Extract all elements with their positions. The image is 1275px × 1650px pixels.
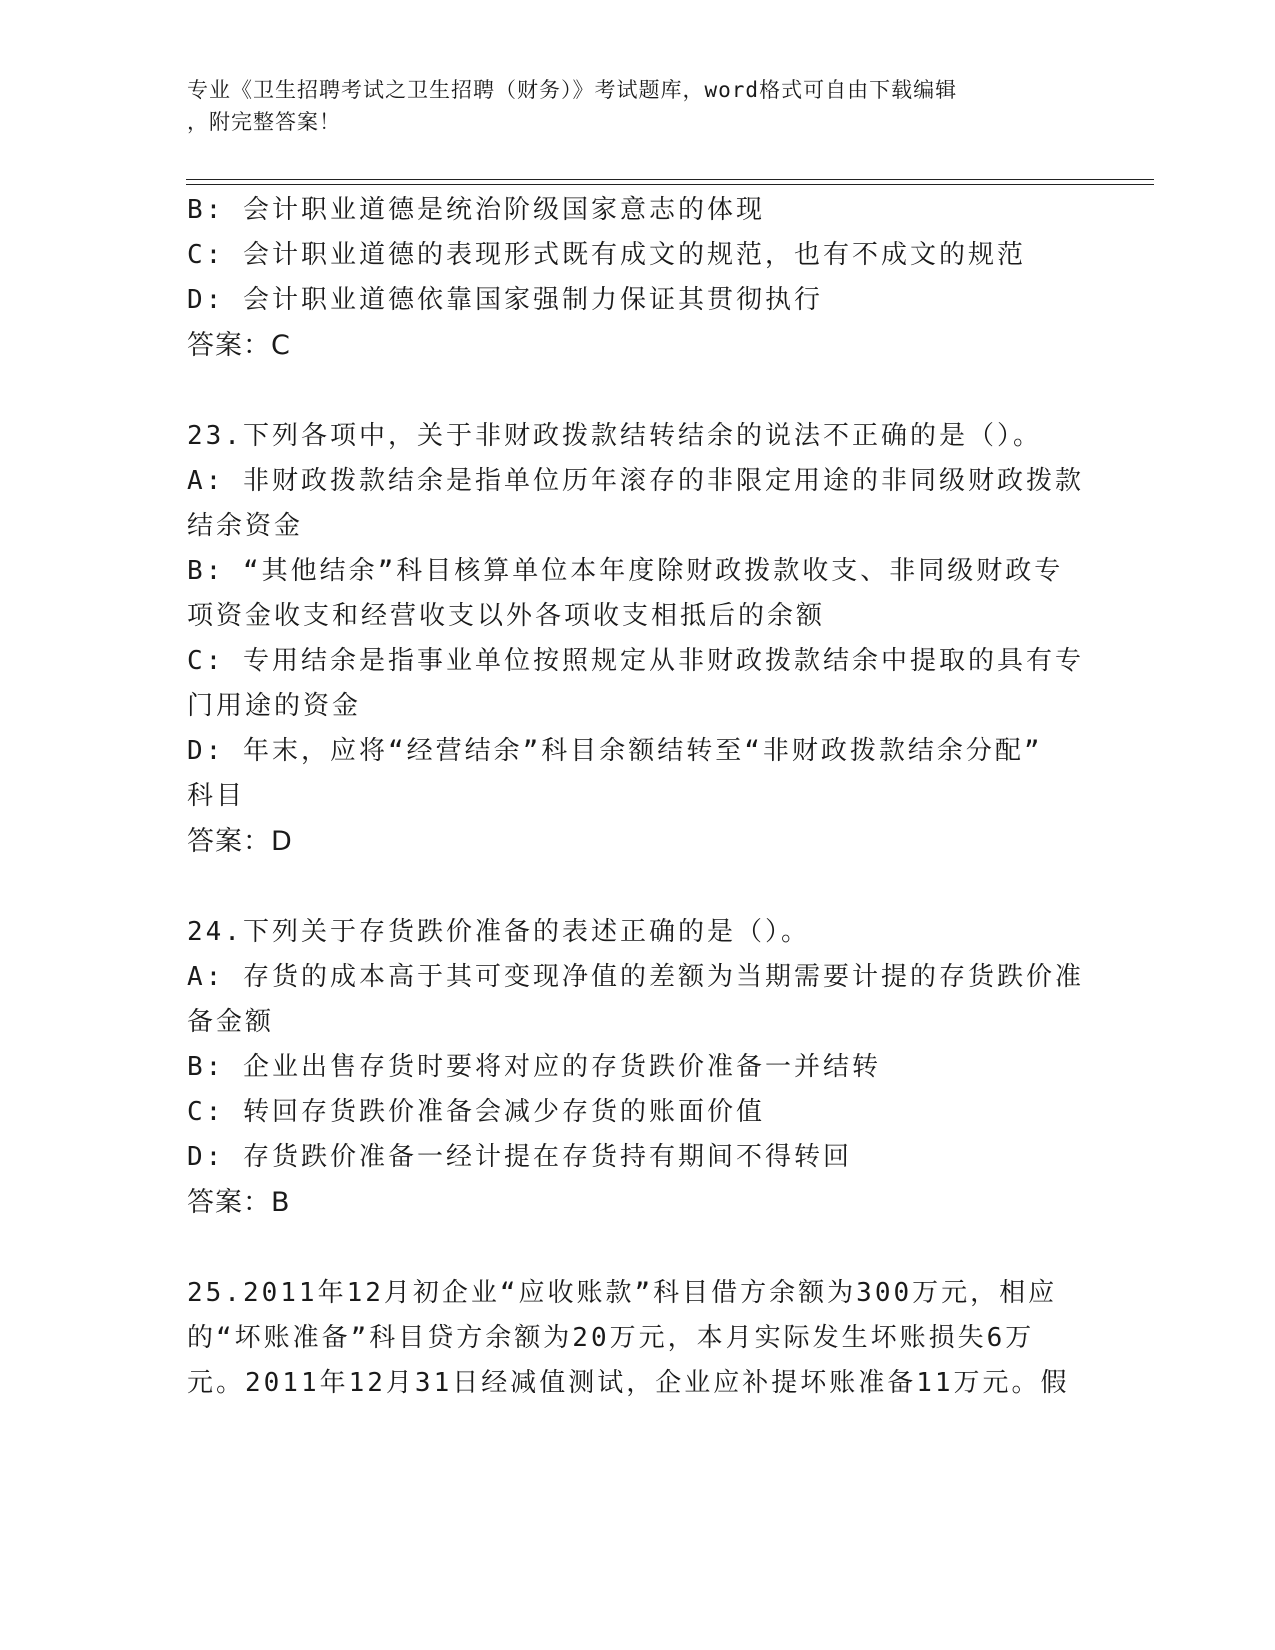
q24-stem: 24.下列关于存货跌价准备的表述正确的是（）。 xyxy=(187,917,810,947)
q22-option-d: D: 会计职业道德依靠国家强制力保证其贯彻执行 xyxy=(187,285,823,315)
q23-answer: 答案：D xyxy=(187,826,293,857)
header-line-1: 专业《卫生招聘考试之卫生招聘（财务）》考试题库，word格式可自由下载编辑 xyxy=(187,78,958,102)
spacer xyxy=(187,1225,1067,1271)
q24-option-b: B: 企业出售存货时要将对应的存货跌价准备一并结转 xyxy=(187,1052,881,1082)
question-content xyxy=(187,188,1084,1406)
q23-option-d: D: 年末，应将“经营结余”科目余额结转至“非财政拨款结余分配” xyxy=(187,736,1043,766)
q24-option-d: D: 存货跌价准备一经计提在存货持有期间不得转回 xyxy=(187,1142,852,1172)
q23-option-b-cont: 项资金收支和经营收支以外各项收支相抵后的余额 xyxy=(187,601,826,631)
q24-option-c: C: 转回存货跌价准备会减少存货的账面价值 xyxy=(187,1097,765,1127)
header-line-2: ，附完整答案！ xyxy=(187,110,341,134)
spacer xyxy=(187,368,1067,414)
q23-option-c-cont: 门用途的资金 xyxy=(187,691,362,721)
q25-stem-line-3: 元。2011年12月31日经减值测试，企业应补提坏账准备11万元。假 xyxy=(187,1368,1070,1398)
document-header xyxy=(187,74,1067,138)
q23-option-a-cont: 结余资金 xyxy=(187,511,304,541)
q24-answer: 答案：B xyxy=(187,1187,291,1218)
q23-stem: 23.下列各项中，关于非财政拨款结转结余的说法不正确的是（）。 xyxy=(187,421,1042,451)
q22-option-c: C: 会计职业道德的表现形式既有成文的规范，也有不成文的规范 xyxy=(187,240,1026,270)
q25-stem-line-1: 25.2011年12月初企业“应收账款”科目借方余额为300万元，相应 xyxy=(187,1278,1058,1308)
spacer xyxy=(187,864,1067,910)
q22-answer: 答案：C xyxy=(187,330,291,361)
q22-option-b: B: 会计职业道德是统治阶级国家意志的体现 xyxy=(187,195,765,225)
q23-option-a: A: 非财政拨款结余是指单位历年滚存的非限定用途的非同级财政拨款 xyxy=(187,466,1084,496)
q23-option-b: B: “其他结余”科目核算单位本年度除财政拨款收支、非同级财政专 xyxy=(187,556,1064,586)
header-rule-top xyxy=(186,179,1154,180)
q23-option-d-cont: 科目 xyxy=(187,781,246,811)
header-rule-bottom xyxy=(186,184,1154,185)
q25-stem-line-2: 的“坏账准备”科目贷方余额为20万元，本月实际发生坏账损失6万 xyxy=(187,1323,1035,1353)
q24-option-a-cont: 备金额 xyxy=(187,1007,275,1037)
q23-option-c: C: 专用结余是指事业单位按照规定从非财政拨款结余中提取的具有专 xyxy=(187,646,1084,676)
q24-option-a: A: 存货的成本高于其可变现净值的差额为当期需要计提的存货跌价准 xyxy=(187,962,1084,992)
